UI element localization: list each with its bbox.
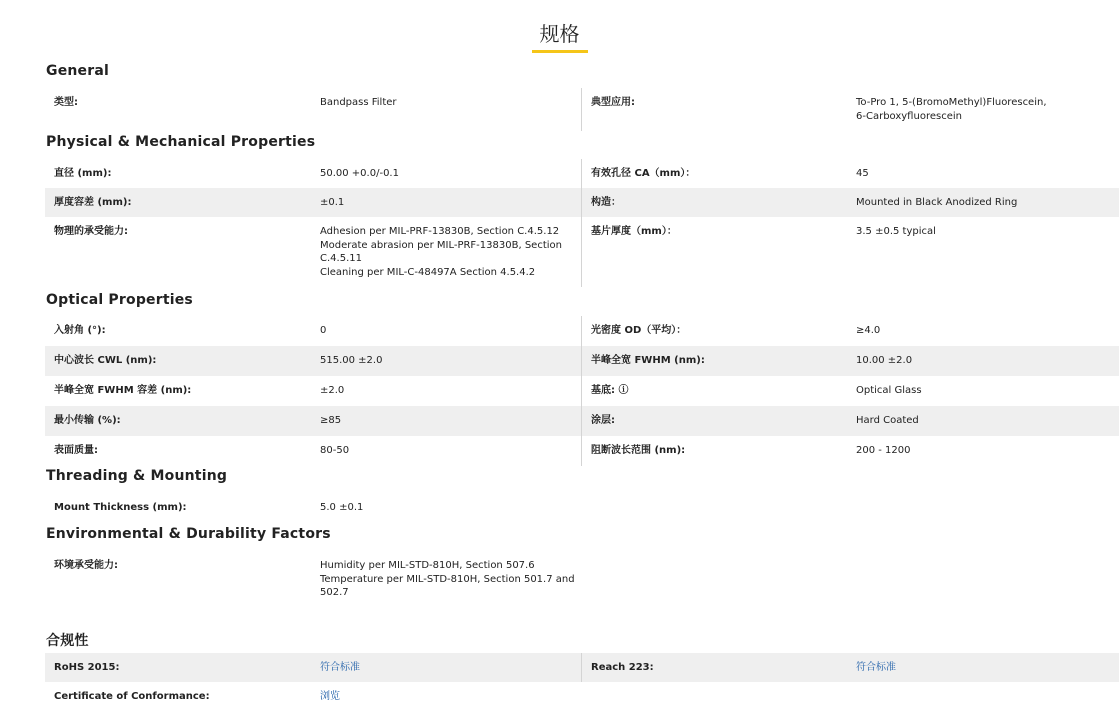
spec-row: [45, 188, 1119, 217]
column-divider: [581, 436, 582, 466]
reach-compliance-link[interactable]: 符合标准: [856, 662, 896, 673]
column-divider: [581, 88, 582, 131]
spec-value-thickness-tolerance: ±0.1: [320, 197, 345, 208]
spec-label-coating: 涂层:: [591, 415, 615, 426]
spec-label-clear-aperture: 有效孔径 CA（mm）：: [591, 168, 696, 179]
rohs-compliance-link[interactable]: 符合标准: [320, 662, 360, 673]
spec-value-application: To-Pro 1, 5-(BromoMethyl)Fluorescein, 6-Carboxyfluorescein: [856, 97, 1047, 122]
column-divider: [581, 316, 582, 346]
spec-label-fwhm-tolerance: 半峰全宽 FWHM 容差 (nm):: [54, 385, 192, 396]
section-title-physical: Physical & Mechanical Properties: [46, 134, 316, 150]
spec-row: [45, 217, 1119, 287]
page-title-text: 规格: [532, 18, 588, 53]
section-title-compliance: 合规性: [46, 633, 89, 649]
spec-row: [45, 346, 1119, 376]
spec-value-fwhm-tolerance: ±2.0: [320, 385, 345, 396]
spec-value-aoi: 0: [320, 325, 327, 336]
spec-row: [45, 551, 1119, 605]
column-divider: [581, 653, 582, 682]
section-title-environmental: Environmental & Durability Factors: [46, 526, 331, 542]
spec-value-substrate-thickness: 3.5 ±0.5 typical: [856, 226, 936, 237]
spec-value-diameter: 50.00 +0.0/-0.1: [320, 168, 399, 179]
spec-label-min-transmission: 最小传输 (%):: [54, 415, 121, 426]
column-divider: [581, 406, 582, 436]
spec-label-reach: Reach 223:: [591, 662, 654, 673]
spec-label-substrate-thickness: 基片厚度（mm）：: [591, 226, 677, 237]
spec-value-construction: Mounted in Black Anodized Ring: [856, 197, 1018, 208]
spec-row: [45, 653, 1119, 682]
section-title-general: General: [46, 63, 109, 79]
column-divider: [581, 376, 582, 406]
spec-label-fwhm: 半峰全宽 FWHM (nm):: [591, 355, 705, 366]
spec-label-surface-quality: 表面质量:: [54, 445, 98, 456]
spec-label-aoi: 入射角 (°):: [54, 325, 106, 336]
spec-value-clear-aperture: 45: [856, 168, 869, 179]
spec-label-optical-density: 光密度 OD（平均）：: [591, 325, 687, 336]
spec-label-durability: 物理的承受能力:: [54, 226, 128, 237]
spec-label-substrate[interactable]: 基底: ⓘ: [591, 385, 629, 396]
spec-value-substrate: Optical Glass: [856, 385, 922, 396]
spec-row: [45, 316, 1119, 346]
spec-label-thickness-tolerance: 厚度容差 (mm):: [54, 197, 132, 208]
spec-label-construction: 构造：: [591, 197, 621, 208]
spec-label-diameter: 直径 (mm):: [54, 168, 112, 179]
column-divider: [581, 346, 582, 376]
spec-value-blocking-range: 200 - 1200: [856, 445, 911, 456]
certificate-view-link[interactable]: 浏览: [320, 691, 340, 702]
page-title: [0, 18, 1119, 53]
spec-value-cwl: 515.00 ±2.0: [320, 355, 383, 366]
column-divider: [581, 217, 582, 287]
spec-value-durability: Adhesion per MIL-PRF-13830B, Section C.4.5.12 Moderate abrasion per MIL-PRF-13830B, Section C.4.5.11 Cleaning per MIL-C-48497A Section 4.5.4.2: [320, 226, 562, 278]
spec-value-fwhm: 10.00 ±2.0: [856, 355, 913, 366]
spec-row: [45, 88, 1119, 131]
spec-label-application: 典型应用:: [591, 97, 635, 108]
spec-label-rohs: RoHS 2015:: [54, 662, 120, 673]
spec-label-cwl: 中心波长 CWL (nm):: [54, 355, 157, 366]
column-divider: [581, 159, 582, 188]
spec-row: [45, 159, 1119, 188]
spec-value-mount-thickness: 5.0 ±0.1: [320, 502, 364, 513]
spec-row: [45, 436, 1119, 466]
spec-value-type: Bandpass Filter: [320, 97, 397, 108]
spec-row: [45, 682, 1119, 711]
column-divider: [581, 188, 582, 217]
section-title-optical: Optical Properties: [46, 292, 193, 308]
spec-value-environmental: Humidity per MIL-STD-810H, Section 507.6 Temperature per MIL-STD-810H, Section 501.7 and 502.7: [320, 560, 575, 598]
spec-label-certificate: Certificate of Conformance:: [54, 691, 210, 702]
section-title-threading: Threading & Mounting: [46, 468, 228, 484]
spec-value-min-transmission: ≥85: [320, 415, 342, 426]
spec-row: [45, 493, 1119, 523]
spec-label-environmental: 环境承受能力:: [54, 560, 118, 571]
spec-row: [45, 406, 1119, 436]
spec-value-surface-quality: 80-50: [320, 445, 350, 456]
spec-label-blocking-range: 阻断波长范围 (nm):: [591, 445, 686, 456]
spec-label-type: 类型:: [54, 97, 78, 108]
spec-value-coating: Hard Coated: [856, 415, 919, 426]
spec-value-optical-density: ≥4.0: [856, 325, 881, 336]
spec-label-mount-thickness: Mount Thickness (mm):: [54, 502, 187, 513]
spec-row: [45, 376, 1119, 406]
